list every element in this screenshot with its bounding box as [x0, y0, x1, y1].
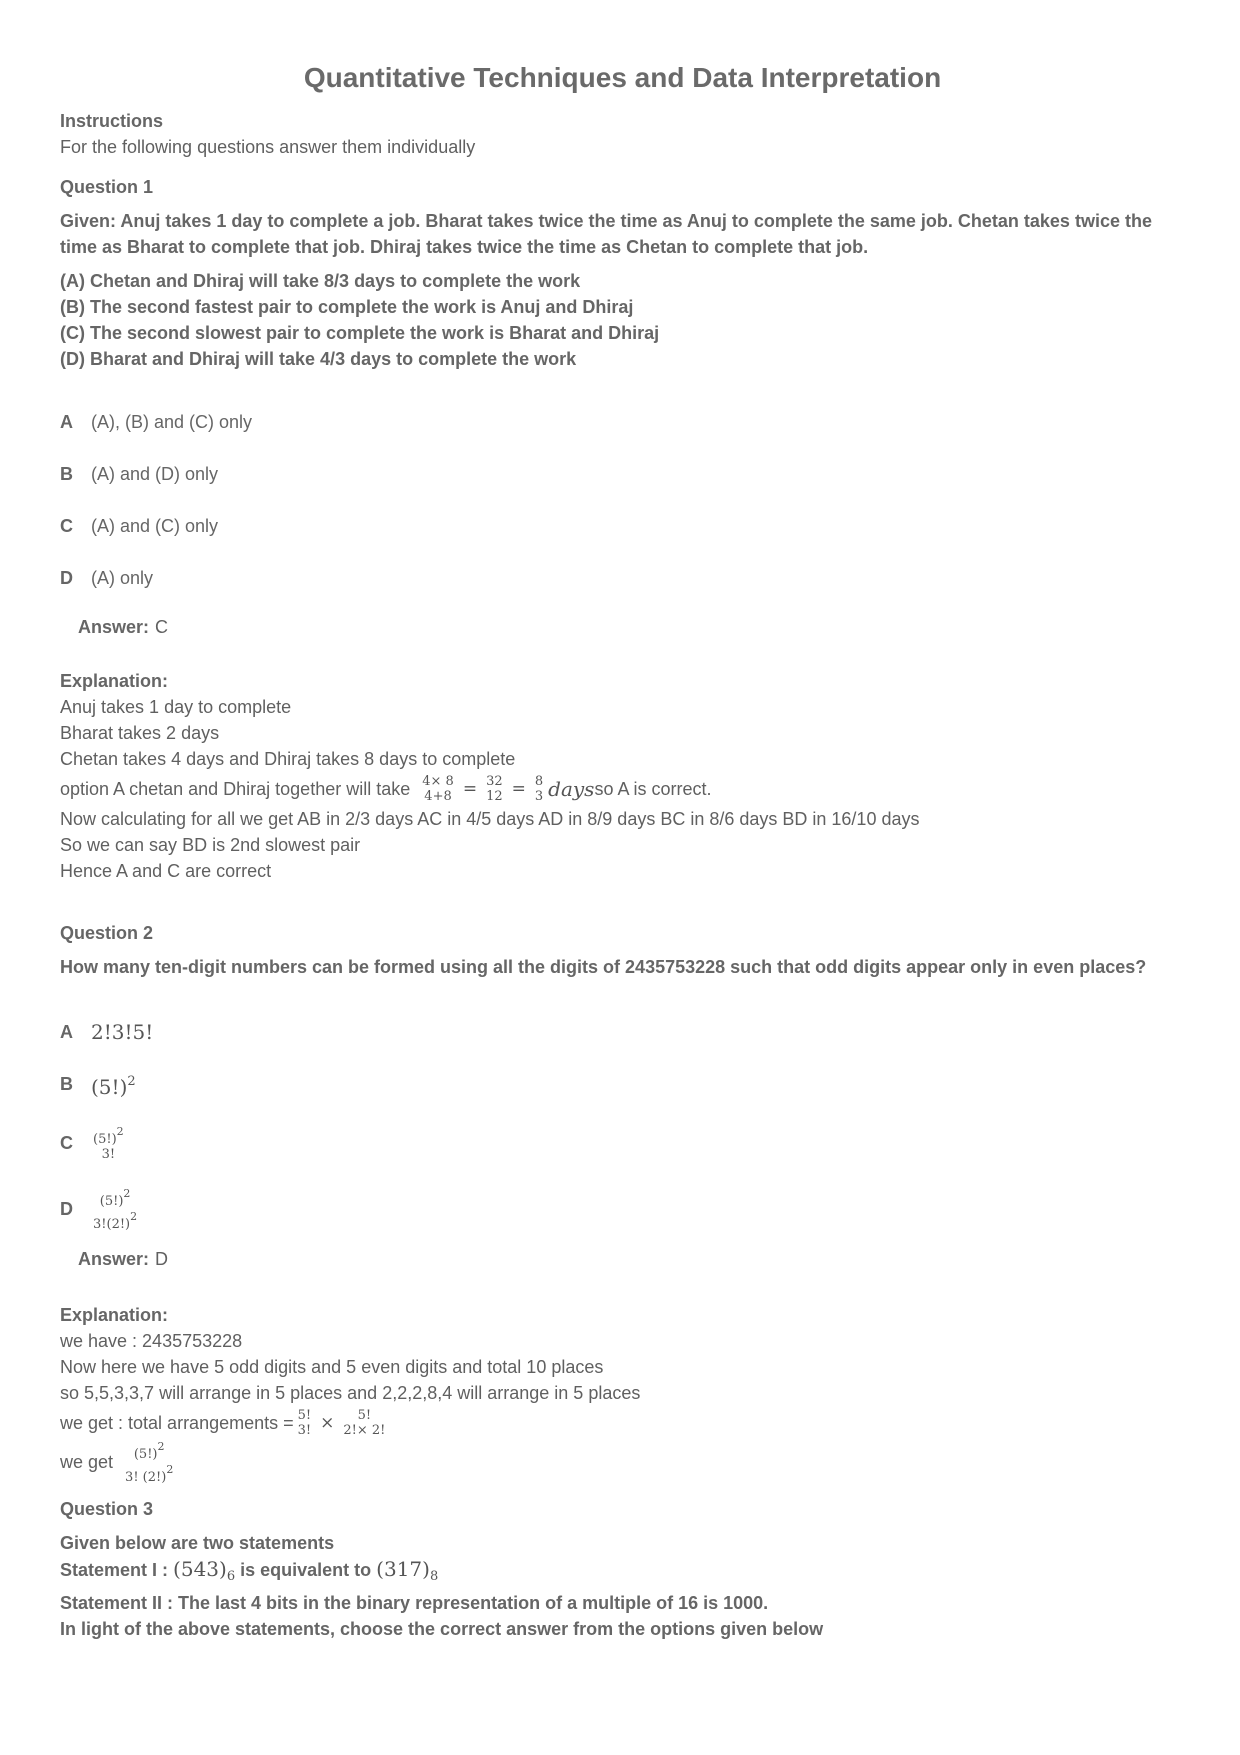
- question-1-statement-c: (C) The second slowest pair to complete the work is Bharat and Dhiraj: [60, 323, 660, 343]
- fraction-denominator: $3!(2!)^2$: [93, 1210, 138, 1232]
- document-page: [60, 58, 1185, 1642]
- explanation-line: so 5,5,3,3,7 will arrange in 5 places and 2,2,2,8,4 will arrange in 5 places: [60, 1383, 641, 1403]
- answer-label: Answer:: [78, 1249, 150, 1269]
- question-2-explanation-label: Explanation:: [60, 1305, 169, 1325]
- explanation-line: we have : 2435753228: [60, 1331, 243, 1351]
- fraction-numerator: 4× 8: [422, 774, 454, 789]
- answer-value: D: [155, 1249, 169, 1269]
- instructions-label: Instructions: [60, 111, 164, 131]
- option-math: [91, 1069, 136, 1100]
- fraction-numerator: $(5!)^2$: [99, 1187, 131, 1209]
- fraction: [420, 774, 456, 804]
- question-1-answer: [78, 614, 1185, 640]
- option-math: 2!3!5!: [91, 1020, 154, 1044]
- fraction-denominator: 3! $(2!)^2$: [125, 1463, 174, 1485]
- question-1-option-d[interactable]: [60, 552, 1185, 604]
- math-prefix: option A chetan and Dhiraj together will take: [60, 779, 411, 799]
- explanation-line: Bharat takes 2 days: [60, 723, 220, 743]
- question-3-intro: Given below are two statements: [60, 1533, 335, 1553]
- question-2-stem: How many ten-digit numbers can be formed using all the digits of 2435753228 such that odd digits appear only in even places?: [60, 957, 1147, 977]
- fraction: [91, 1124, 126, 1162]
- explanation-line: So we can say BD is 2nd slowest pair: [60, 835, 361, 855]
- question-1-option-c[interactable]: [60, 500, 1185, 552]
- math-suffix: so A is correct.: [594, 779, 712, 799]
- question-3-statement-2: Statement II : The last 4 bits in the binary representation of a multiple of 16 is 1000.: [60, 1593, 769, 1613]
- statement-text: is equivalent to: [240, 1560, 372, 1580]
- explanation-line: Anuj takes 1 day to complete: [60, 697, 292, 717]
- fraction: [296, 1408, 314, 1438]
- question-2-option-a[interactable]: [60, 1006, 1185, 1058]
- option-key: A: [60, 1022, 73, 1042]
- math-base: (5!): [91, 1074, 128, 1099]
- math-prefix: we get: [60, 1452, 114, 1472]
- fraction-denominator: 4+8: [424, 789, 452, 804]
- explanation-line: Chetan takes 4 days and Dhiraj takes 8 days to complete: [60, 749, 516, 769]
- fraction-denominator: 12: [486, 789, 503, 804]
- question-1-option-a[interactable]: [60, 396, 1185, 448]
- question-2-option-d[interactable]: [60, 1176, 1185, 1242]
- math-operator: ×: [320, 1413, 335, 1433]
- question-1-label: Question 1: [60, 177, 154, 197]
- fraction-denominator: 2!× 2!: [343, 1423, 386, 1438]
- explanation-result-line: [60, 1440, 1185, 1484]
- math-exponent: 2: [127, 1073, 136, 1089]
- math-prefix: we get : total arrangements =: [60, 1413, 294, 1433]
- question-1-statement-b: (B) The second fastest pair to complete the work is Anuj and Dhiraj: [60, 297, 634, 317]
- math-expression: $(317)_8$: [376, 1557, 439, 1584]
- fraction-numerator: 8: [534, 774, 544, 789]
- option-key: D: [60, 1199, 73, 1219]
- question-3-label: Question 3: [60, 1499, 154, 1519]
- question-1-explanation-label: Explanation:: [60, 671, 169, 691]
- fraction-numerator: $(5!)^2$: [93, 1125, 124, 1147]
- answer-label: Answer:: [78, 617, 150, 637]
- option-key: C: [60, 1133, 73, 1153]
- option-text: (A), (B) and (C) only: [91, 412, 253, 432]
- explanation-line: Now here we have 5 odd digits and 5 even digits and total 10 places: [60, 1357, 604, 1377]
- instructions-text: For the following questions answer them individually: [60, 137, 476, 157]
- fraction: [341, 1408, 387, 1438]
- question-2-answer: [78, 1246, 1185, 1272]
- fraction: [91, 1186, 139, 1232]
- question-3-statement-1: [60, 1556, 1185, 1590]
- statement-prefix: Statement I :: [60, 1560, 169, 1580]
- math-unit: days: [548, 777, 595, 801]
- fraction-numerator: 32: [486, 774, 503, 789]
- explanation-math-line: [60, 1406, 1185, 1440]
- option-key: D: [60, 568, 73, 588]
- fraction-numerator: 5!: [357, 1408, 372, 1423]
- answer-value: C: [155, 617, 169, 637]
- option-key: C: [60, 516, 73, 536]
- option-text: (A) only: [91, 568, 154, 588]
- fraction-denominator: 3: [534, 789, 544, 804]
- question-1-statement-a: (A) Chetan and Dhiraj will take 8/3 days to complete the work: [60, 271, 581, 291]
- explanation-math-line: option A chetan and Dhiraj together will take 4× 8 4+8 = 32 12 = 8 3 days so A is correct.: [60, 774, 712, 804]
- question-1-option-b[interactable]: [60, 448, 1185, 500]
- page-title: Quantitative Techniques and Data Interpretation: [303, 62, 942, 93]
- fraction-denominator: 3!: [297, 1423, 312, 1438]
- question-1-statement-d: (D) Bharat and Dhiraj will take 4/3 days to complete the work: [60, 349, 577, 369]
- fraction-numerator: $(5!)^2$: [133, 1440, 165, 1462]
- math-expression: $(543)_6$: [173, 1557, 236, 1584]
- explanation-line: Now calculating for all we get AB in 2/3 days AC in 4/5 days AD in 8/9 days BC in 8/6 days BD in 16/10 days: [60, 809, 920, 829]
- question-2-option-c[interactable]: [60, 1110, 1185, 1176]
- question-3-closing: In light of the above statements, choose the correct answer from the options given below: [60, 1619, 824, 1639]
- question-2-option-b[interactable]: [60, 1058, 1185, 1110]
- fraction-numerator: 5!: [297, 1408, 312, 1423]
- question-2-label: Question 2: [60, 923, 154, 943]
- fraction: [123, 1439, 175, 1485]
- fraction: [533, 774, 545, 804]
- explanation-line: Hence A and C are correct: [60, 861, 272, 881]
- option-text: (A) and (D) only: [91, 464, 219, 484]
- option-key: B: [60, 1074, 73, 1094]
- option-key: B: [60, 464, 73, 484]
- fraction-denominator: 3!: [101, 1147, 116, 1162]
- option-key: A: [60, 412, 73, 432]
- option-text: (A) and (C) only: [91, 516, 219, 536]
- fraction: [484, 774, 505, 804]
- question-1-stem: Given: Anuj takes 1 day to complete a job. Bharat takes twice the time as Anuj to complete the same job. Chetan takes twice the time as Bharat to complete that job. Dhiraj takes twice the time as Chetan to complete that job.: [60, 211, 1152, 257]
